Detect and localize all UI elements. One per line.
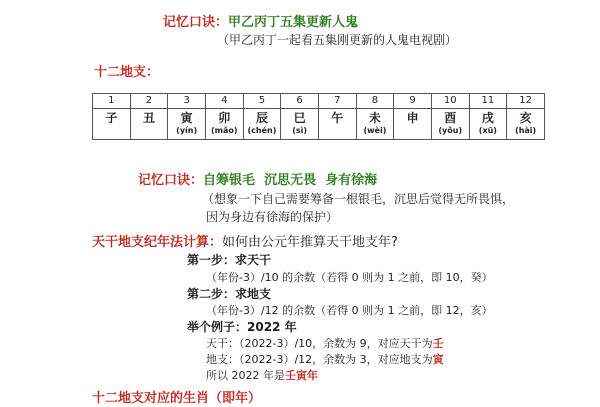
step-1-title: 求天干: [235, 253, 272, 267]
branch-pinyin: (hài): [515, 126, 537, 135]
branch-cell: [130, 109, 168, 140]
branch-number: 9: [394, 94, 432, 109]
example-zhi-line: [206, 353, 444, 367]
branch-char: 亥: [519, 111, 532, 125]
branches-char-row: [93, 109, 545, 140]
branch-pinyin: (yín): [176, 126, 198, 135]
example-gan-text: 天干：（2022-3）/10，余数为 9，对应天干为: [206, 337, 433, 350]
branches-title: 十二地支：: [94, 65, 160, 80]
branch-number: 4: [205, 94, 243, 109]
branch-cell: [205, 109, 243, 140]
step-1-label: 第一步：: [187, 253, 236, 267]
branches-table: [92, 93, 545, 140]
example-zhi-text: 地支：（2022-3）/12，余数为 3，对应地支为: [206, 353, 433, 366]
example-year: 2022 年: [247, 320, 297, 334]
branch-number: 6: [281, 94, 319, 109]
branch-pinyin: (chén): [247, 126, 277, 135]
example-gan-line: [206, 337, 444, 351]
branch-number: 12: [507, 94, 545, 109]
step-1: [187, 253, 271, 268]
branches-number-row: [93, 94, 545, 109]
branch-cell: [318, 109, 356, 140]
branch-cell: [469, 109, 507, 140]
example-gan-value: 壬: [432, 337, 444, 350]
step-1-text: （年份-3）/10 的余数（若得 0 则为 1 之前，即 10，癸）: [206, 271, 493, 284]
calc-question: 如何由公元年推算天干地支年?: [222, 235, 398, 250]
mnemonic-2-note-line-2: 因为身边有徐海的保护）: [206, 210, 339, 224]
branch-pinyin: (yǒu): [438, 126, 463, 135]
step-2-title: 求地支: [235, 287, 272, 301]
example-result-text: 所以 2022 年是: [206, 369, 285, 382]
branch-number: 7: [318, 94, 356, 109]
branch-char: 申: [406, 111, 419, 125]
branch-pinyin: (mǎo): [211, 126, 238, 135]
branch-pinyin: (wèi): [363, 126, 387, 135]
branch-cell: [168, 109, 206, 140]
branch-cell: [281, 109, 319, 140]
branch-char: 戌: [481, 111, 494, 125]
mnemonic-1-text: 甲乙丙丁五集更新人鬼: [228, 15, 359, 30]
branch-char: 未: [368, 111, 381, 125]
branch-pinyin: (xū): [478, 126, 497, 135]
branch-cell: [507, 109, 545, 140]
example-zhi-value: 寅: [432, 353, 444, 366]
calc-heading: 天干地支纪年法计算：如何由公元年推算天干地支年?: [92, 235, 398, 250]
branch-pinyin: (sì): [292, 126, 308, 135]
example-label: 举个例子：: [187, 320, 248, 334]
mnemonic-1-label: 记忆口诀: [163, 15, 216, 30]
calc-title: 天干地支纪年法计算: [92, 235, 210, 250]
branch-cell: [243, 109, 281, 140]
branch-cell: [394, 109, 432, 140]
branch-number: 10: [431, 94, 469, 109]
branch-cell: [356, 109, 394, 140]
branch-char: 巳: [293, 111, 306, 125]
branch-number: 8: [356, 94, 394, 109]
branch-char: 子: [105, 111, 118, 125]
branch-number: 3: [168, 94, 206, 109]
mnemonic-1: 记忆口诀：甲乙丙丁五集更新人鬼: [163, 15, 359, 30]
mnemonic-2: 记忆口诀：自筹银毛 沉思无畏 身有徐海: [138, 173, 378, 188]
branch-char: 辰: [255, 111, 268, 125]
branch-char: 卯: [218, 111, 231, 125]
branch-char: 寅: [180, 111, 193, 125]
mnemonic-1-note: （甲乙丙丁一起看五集刚更新的人鬼电视剧）: [217, 33, 458, 47]
branch-number: 11: [469, 94, 507, 109]
mnemonic-2-note-line-1: （想象一下自己需要筹备一根银毛，沉思后觉得无所畏惧，: [202, 192, 515, 206]
example-result-line: [206, 369, 318, 383]
mnemonic-2-text: 自筹银毛 沉思无畏 身有徐海: [203, 173, 378, 188]
example-heading: [187, 320, 297, 335]
branch-number: 5: [243, 94, 281, 109]
step-2-label: 第二步：: [187, 287, 236, 301]
branch-number: 2: [130, 94, 168, 109]
branch-char: 午: [331, 111, 344, 125]
branch-cell: [93, 109, 131, 140]
mnemonic-2-label: 记忆口诀: [138, 173, 191, 188]
step-2: [187, 287, 271, 302]
branch-number: 1: [93, 94, 131, 109]
next-section-heading: 十二地支对应的生肖（即年）: [92, 391, 262, 406]
step-2-text: （年份-3）/12 的余数（若得 0 则为 1 之前，即 12，亥）: [206, 304, 493, 317]
branch-cell: [431, 109, 469, 140]
example-result-value: 壬寅年: [285, 369, 318, 382]
branch-char: 丑: [142, 111, 155, 125]
branch-char: 酉: [444, 111, 457, 125]
